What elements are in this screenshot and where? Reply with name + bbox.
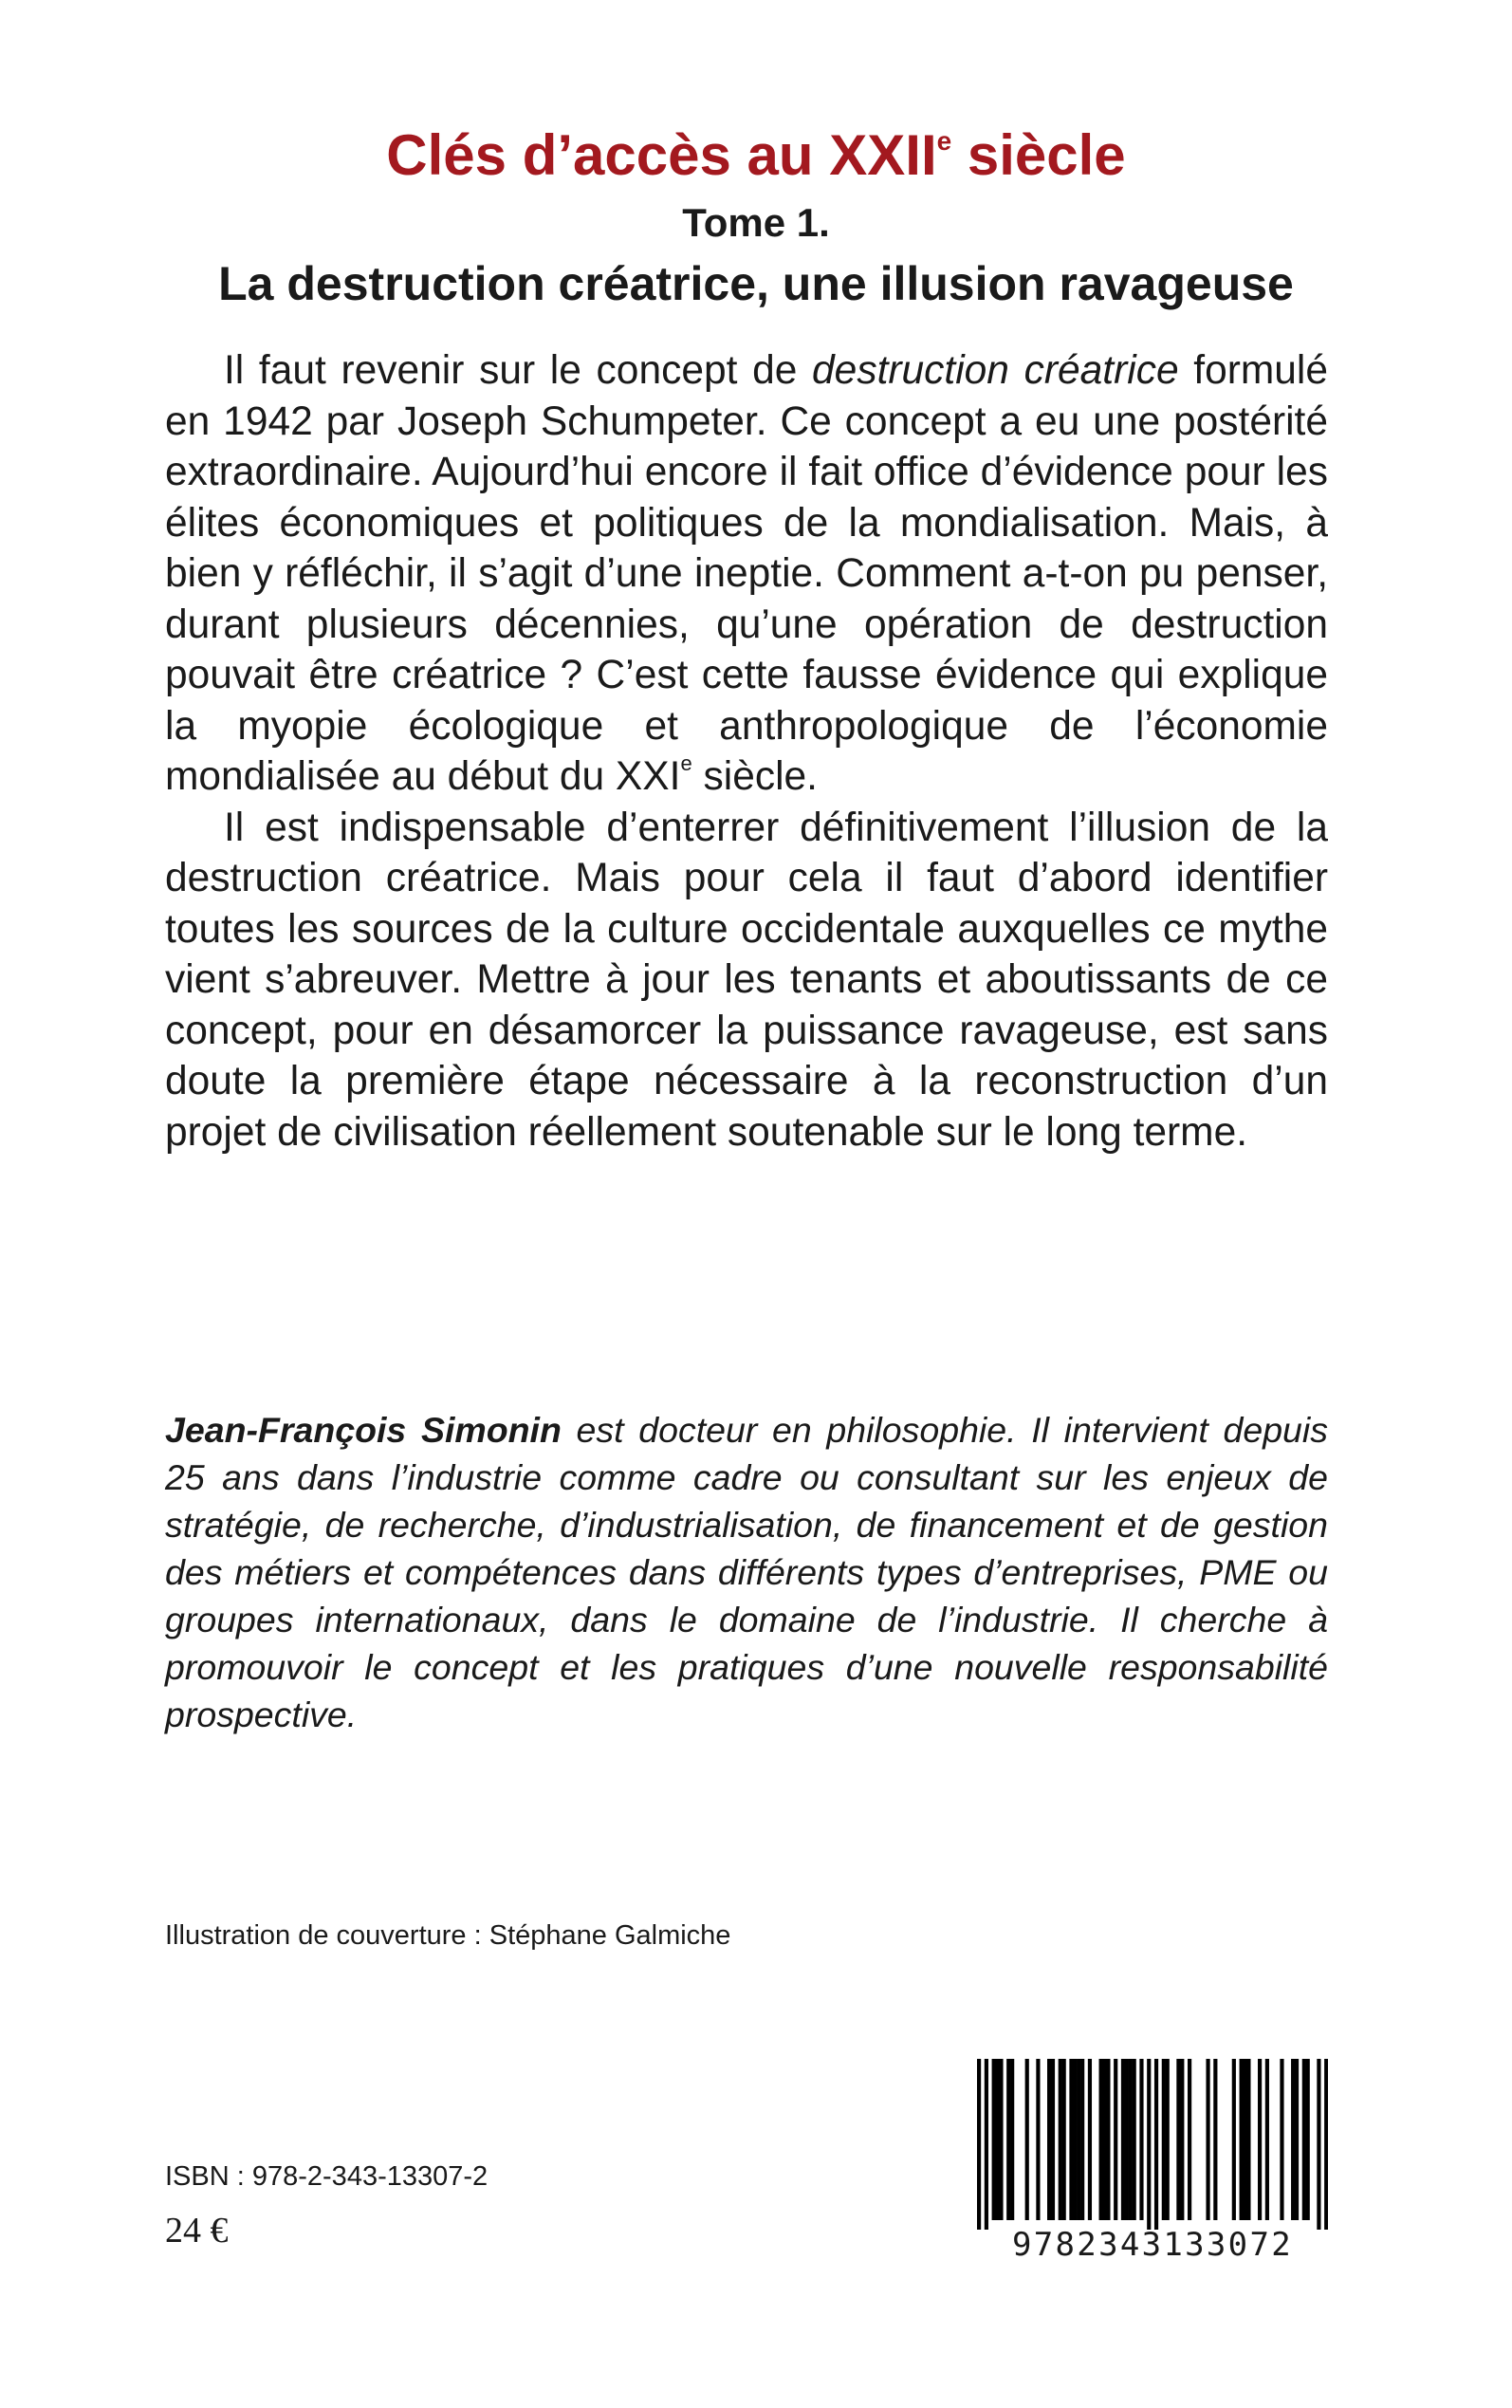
- barcode-bar: [995, 2059, 999, 2220]
- barcode-bar: [1243, 2059, 1246, 2220]
- back-cover-blurb: [165, 345, 1328, 1158]
- barcode-bar: [1051, 2059, 1055, 2220]
- barcode-bar: [1246, 2059, 1250, 2220]
- barcode-bar: [1180, 2059, 1184, 2220]
- series-title: Clés d’accès au XXIIe siècle: [386, 123, 1126, 187]
- barcode-bar: [1176, 2059, 1180, 2220]
- author-bio: Jean-François Simonin est docteur en philosophie. Il intervient depuis 25 ans dans l’industrie comme cadre ou consultant sur les enjeux de stratégie, de recherche, d’industrialisation, de financement et de gestion des métiers et compétences dans différents types d’entreprises, PME ou groupes internationaux, dans le domaine de l’industrie. Il cherche à promouvoir le concept et les pratiques d’une nouvelle responsabilité prospective.: [165, 1410, 1328, 1734]
- barcode-bar: [1062, 2059, 1066, 2220]
- author-name: Jean-François Simonin: [165, 1410, 562, 1450]
- tome-label: Tome 1.: [682, 200, 830, 245]
- barcode-bar: [1291, 2059, 1295, 2220]
- barcode-bar: [1188, 2059, 1191, 2220]
- barcode-bar: [1139, 2059, 1143, 2220]
- barcode-bar: [1213, 2059, 1217, 2220]
- barcode-bar: [985, 2059, 988, 2230]
- price-label: 24 €: [165, 2211, 229, 2251]
- isbn-label: ISBN : 978-2-343-13307-2: [165, 2161, 489, 2192]
- barcode-bar: [1206, 2059, 1209, 2220]
- barcode-bar: [999, 2059, 1003, 2220]
- blurb-paragraph-1: Il faut revenir sur le concept de destruction créatrice formulé en 1942 par Joseph Schumpeter. Ce concept a eu une postérité extraordinaire. Aujourd’hui encore il fait office d’évidence pour les élites économiques et politiques de la mondialisation. Mais, à bien y réfléchir, il s’agit d’une ineptie. Comment a-t-on pu penser, durant plusieurs décennies, qu’une opération de destruction pouvait être créatrice ? C’est cette fausse évidence qui explique la myopie écologique et anthropologique de l’économie mondialisée au début du XXIe siècle.: [165, 348, 1328, 799]
- barcode-bar: [1129, 2059, 1133, 2220]
- barcode-bar: [1232, 2059, 1236, 2220]
- barcode-bar: [1154, 2059, 1158, 2230]
- barcode-bar: [1069, 2059, 1073, 2220]
- barcode-bar: [1099, 2059, 1103, 2220]
- barcode-bar: [1121, 2059, 1125, 2220]
- isbn-barcode: [977, 2059, 1328, 2268]
- barcode-bar: [1047, 2059, 1051, 2220]
- barcode-bar: [1302, 2059, 1306, 2220]
- barcode-bar: [1077, 2059, 1080, 2220]
- barcode-bar: [1280, 2059, 1283, 2220]
- barcode-bar: [1114, 2059, 1117, 2220]
- barcode-bar: [1106, 2059, 1110, 2220]
- barcode-bar: [1102, 2059, 1106, 2220]
- barcode-bar: [1162, 2059, 1166, 2220]
- barcode-bar: [1133, 2059, 1136, 2220]
- barcode-bar: [1258, 2059, 1262, 2220]
- barcode-bar: [1025, 2059, 1029, 2220]
- barcode-bar: [977, 2059, 981, 2230]
- barcode-bar: [1006, 2059, 1010, 2220]
- barcode-bar: [1088, 2059, 1092, 2220]
- blurb-paragraph-2: Il est indispensable d’enterrer définitivement l’illusion de la destruction créatrice. Mais pour cela il faut d’abord identifier toutes les sources de la culture occidentale auxquelles ce mythe vient s’abreuver. Mettre à jour les tenants et aboutissants de ce concept, pour en désamorcer la puissance ravageuse, est sans doute la première étape nécessaire à la reconstruction d’un projet de civilisation réellement soutenable sur le long terme.: [165, 805, 1328, 1155]
- barcode-bar: [1147, 2059, 1151, 2230]
- barcode-bar: [1166, 2059, 1170, 2220]
- illustration-credit: Illustration de couverture : Stéphane Galmiche: [165, 1920, 731, 1951]
- barcode-bar: [1306, 2059, 1310, 2220]
- barcode-bars: [977, 2059, 1328, 2230]
- barcode-bar: [1073, 2059, 1077, 2220]
- barcode-bar: [1265, 2059, 1269, 2220]
- barcode-bar: [1317, 2059, 1320, 2230]
- barcode-bar: [1295, 2059, 1299, 2220]
- barcode-digits: 9782343133072: [1011, 2226, 1293, 2264]
- barcode-bar: [1059, 2059, 1062, 2220]
- barcode-bar: [1080, 2059, 1084, 2220]
- barcode-bar: [1324, 2059, 1328, 2230]
- barcode-bar: [1240, 2059, 1244, 2220]
- barcode-bar: [1010, 2059, 1014, 2220]
- book-subtitle: La destruction créatrice, une illusion ravageuse: [218, 257, 1294, 310]
- barcode-bar: [1036, 2059, 1040, 2220]
- barcode-bar: [992, 2059, 996, 2220]
- barcode-bar: [1125, 2059, 1129, 2220]
- title-block: [0, 121, 1512, 313]
